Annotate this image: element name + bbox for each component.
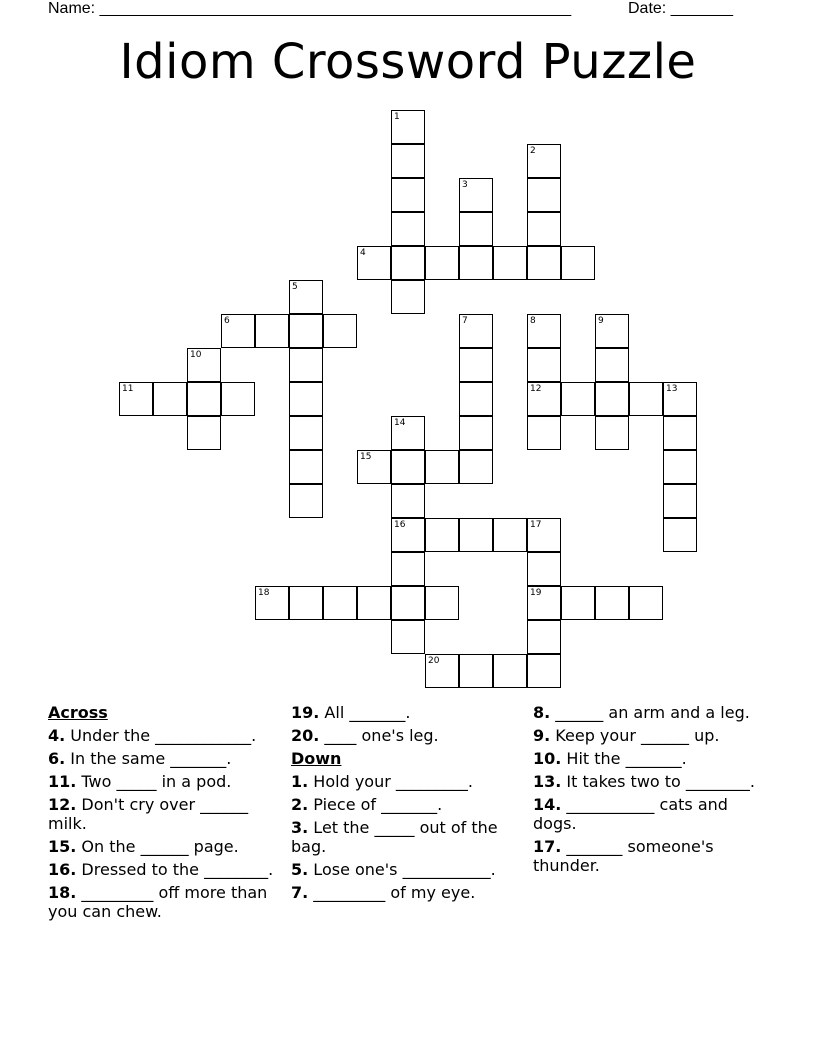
clue-item	[291, 860, 519, 879]
grid-cell[interactable]	[391, 416, 425, 450]
cell-number: 8	[530, 316, 536, 326]
down-clue-list-continued	[533, 703, 773, 875]
clue-text: Piece of _______.	[308, 795, 443, 814]
grid-cell[interactable]	[527, 416, 561, 450]
clue-number: 20.	[291, 726, 320, 745]
cell-number: 13	[666, 384, 678, 394]
clue-item	[291, 703, 519, 722]
clue-item	[291, 818, 519, 856]
grid-cell[interactable]	[221, 314, 255, 348]
clue-text: ______ an arm and a leg.	[550, 703, 750, 722]
grid-cell[interactable]	[357, 586, 391, 620]
clue-text: ___________ cats and dogs.	[533, 795, 728, 833]
grid-cell[interactable]	[391, 586, 425, 620]
clue-text: _________ off more than you can chew.	[48, 883, 268, 921]
grid-cell[interactable]	[391, 246, 425, 280]
grid-cell[interactable]	[391, 280, 425, 314]
grid-cell[interactable]	[527, 518, 561, 552]
clue-text: In the same _______.	[65, 749, 232, 768]
grid-cell[interactable]	[527, 212, 561, 246]
clue-number: 16.	[48, 860, 77, 879]
grid-cell[interactable]	[493, 246, 527, 280]
clue-item	[291, 795, 519, 814]
cell-number: 12	[530, 384, 542, 394]
clue-number: 8.	[533, 703, 551, 722]
grid-cell[interactable]	[289, 280, 323, 314]
across-clue-list	[48, 726, 280, 921]
grid-cell[interactable]	[459, 314, 493, 348]
name-field-label: Name: _____________________________________________________	[48, 0, 572, 17]
cell-number: 17	[530, 520, 542, 530]
grid-cell[interactable]	[153, 382, 187, 416]
grid-cell[interactable]	[459, 382, 493, 416]
grid-cell[interactable]	[527, 382, 561, 416]
clues-column-2	[291, 703, 519, 906]
clue-item	[533, 795, 773, 833]
grid-cell[interactable]	[527, 620, 561, 654]
clue-item	[48, 749, 280, 768]
clue-text: _______ someone's thunder.	[533, 837, 714, 875]
cell-number: 14	[394, 418, 406, 428]
grid-cell[interactable]	[289, 348, 323, 382]
grid-cell[interactable]	[561, 382, 595, 416]
grid-cell[interactable]	[493, 518, 527, 552]
cell-number: 4	[360, 248, 366, 258]
grid-cell[interactable]	[289, 586, 323, 620]
clue-text: ____ one's leg.	[319, 726, 439, 745]
grid-cell[interactable]	[391, 552, 425, 586]
grid-cell[interactable]	[629, 586, 663, 620]
grid-cell[interactable]	[255, 314, 289, 348]
grid-cell[interactable]	[289, 416, 323, 450]
clue-item	[533, 749, 773, 768]
cell-number: 18	[258, 588, 270, 598]
cell-number: 5	[292, 282, 298, 292]
page-title: Idiom Crossword Puzzle	[119, 34, 697, 90]
grid-cell[interactable]	[187, 348, 221, 382]
clue-text: Two _____ in a pod.	[76, 772, 232, 791]
cell-number: 15	[360, 452, 372, 462]
grid-cell[interactable]	[527, 586, 561, 620]
grid-cell[interactable]	[595, 416, 629, 450]
grid-cell[interactable]	[629, 382, 663, 416]
clues-column-1	[48, 703, 280, 925]
grid-cell[interactable]	[425, 450, 459, 484]
clue-number: 11.	[48, 772, 77, 791]
grid-cell[interactable]	[527, 178, 561, 212]
grid-cell[interactable]	[459, 212, 493, 246]
grid-cell[interactable]	[425, 654, 459, 688]
clue-number: 5.	[291, 860, 309, 879]
grid-cell[interactable]	[425, 518, 459, 552]
clue-number: 9.	[533, 726, 551, 745]
clue-text: Keep your ______ up.	[550, 726, 720, 745]
across-clue-list-continued	[291, 703, 519, 745]
cell-number: 11	[122, 384, 134, 394]
cell-number: 2	[530, 146, 536, 156]
grid-cell[interactable]	[493, 654, 527, 688]
grid-cell[interactable]	[391, 178, 425, 212]
grid-cell[interactable]	[663, 450, 697, 484]
grid-cell[interactable]	[391, 450, 425, 484]
grid-cell[interactable]	[391, 484, 425, 518]
clue-item	[291, 772, 519, 791]
grid-cell[interactable]	[391, 110, 425, 144]
cell-number: 9	[598, 316, 604, 326]
clue-number: 2.	[291, 795, 309, 814]
grid-cell[interactable]	[527, 144, 561, 178]
grid-cell[interactable]	[595, 348, 629, 382]
grid-cell[interactable]	[663, 518, 697, 552]
grid-cell[interactable]	[595, 382, 629, 416]
grid-cell[interactable]	[527, 552, 561, 586]
grid-cell[interactable]	[221, 382, 255, 416]
clue-item	[48, 860, 280, 879]
clue-text: Hit the _______.	[561, 749, 687, 768]
grid-cell[interactable]	[289, 484, 323, 518]
clue-number: 15.	[48, 837, 77, 856]
cell-number: 6	[224, 316, 230, 326]
clue-number: 12.	[48, 795, 77, 814]
clue-text: Under the ____________.	[65, 726, 257, 745]
grid-cell[interactable]	[663, 416, 697, 450]
clue-text: Let the _____ out of the bag.	[291, 818, 498, 856]
clue-number: 10.	[533, 749, 562, 768]
clue-text: Don't cry over ______ milk.	[48, 795, 249, 833]
clue-item	[533, 703, 773, 722]
grid-cell[interactable]	[255, 586, 289, 620]
grid-cell[interactable]	[663, 484, 697, 518]
cell-number: 1	[394, 112, 400, 122]
grid-cell[interactable]	[561, 586, 595, 620]
cell-number: 16	[394, 520, 406, 530]
grid-cell[interactable]	[391, 518, 425, 552]
grid-cell[interactable]	[459, 348, 493, 382]
down-clue-list	[291, 772, 519, 902]
grid-cell[interactable]	[595, 314, 629, 348]
grid-cell[interactable]	[425, 586, 459, 620]
cell-number: 3	[462, 180, 468, 190]
grid-cell[interactable]	[527, 654, 561, 688]
clue-number: 1.	[291, 772, 309, 791]
grid-cell[interactable]	[289, 314, 323, 348]
clue-text: Hold your _________.	[308, 772, 473, 791]
clue-item	[291, 883, 519, 902]
clue-number: 13.	[533, 772, 562, 791]
grid-cell[interactable]	[323, 586, 357, 620]
down-heading: Down	[291, 749, 342, 768]
clue-item	[533, 837, 773, 875]
grid-cell[interactable]	[425, 246, 459, 280]
cell-number: 20	[428, 656, 440, 666]
grid-cell[interactable]	[357, 450, 391, 484]
grid-cell[interactable]	[289, 382, 323, 416]
clue-item	[291, 726, 519, 745]
grid-cell[interactable]	[119, 382, 153, 416]
clue-number: 3.	[291, 818, 309, 837]
grid-cell[interactable]	[459, 450, 493, 484]
grid-cell[interactable]	[459, 654, 493, 688]
cell-number: 7	[462, 316, 468, 326]
clue-item	[48, 795, 280, 833]
grid-cell[interactable]	[391, 144, 425, 178]
clue-number: 19.	[291, 703, 320, 722]
clue-number: 6.	[48, 749, 66, 768]
grid-cell[interactable]	[357, 246, 391, 280]
across-heading: Across	[48, 703, 108, 722]
clue-text: Dressed to the ________.	[76, 860, 274, 879]
clue-text: Lose one's ___________.	[308, 860, 496, 879]
grid-cell[interactable]	[187, 416, 221, 450]
clue-text: _________ of my eye.	[308, 883, 476, 902]
clues-column-3	[533, 703, 773, 879]
grid-cell[interactable]	[391, 620, 425, 654]
grid-cell[interactable]	[527, 246, 561, 280]
grid-cell[interactable]	[663, 382, 697, 416]
grid-cell[interactable]	[459, 246, 493, 280]
grid-cell[interactable]	[391, 212, 425, 246]
clue-item	[48, 726, 280, 745]
clue-number: 7.	[291, 883, 309, 902]
clue-item	[533, 772, 773, 791]
grid-cell[interactable]	[459, 178, 493, 212]
clue-number: 4.	[48, 726, 66, 745]
clue-item	[48, 837, 280, 856]
grid-cell[interactable]	[289, 450, 323, 484]
grid-cell[interactable]	[459, 518, 493, 552]
clue-item	[48, 772, 280, 791]
grid-cell[interactable]	[459, 416, 493, 450]
clue-item	[533, 726, 773, 745]
date-field-label: Date: _______	[628, 0, 733, 17]
clue-text: All _______.	[319, 703, 411, 722]
grid-cell[interactable]	[561, 246, 595, 280]
clue-text: It takes two to ________.	[561, 772, 756, 791]
cell-number: 10	[190, 350, 202, 360]
grid-cell[interactable]	[323, 314, 357, 348]
clue-text: On the ______ page.	[76, 837, 239, 856]
grid-cell[interactable]	[527, 348, 561, 382]
clue-item	[48, 883, 280, 921]
clue-number: 17.	[533, 837, 562, 856]
grid-cell[interactable]	[187, 382, 221, 416]
clue-number: 18.	[48, 883, 77, 902]
clue-number: 14.	[533, 795, 562, 814]
grid-cell[interactable]	[527, 314, 561, 348]
cell-number: 19	[530, 588, 542, 598]
grid-cell[interactable]	[595, 586, 629, 620]
